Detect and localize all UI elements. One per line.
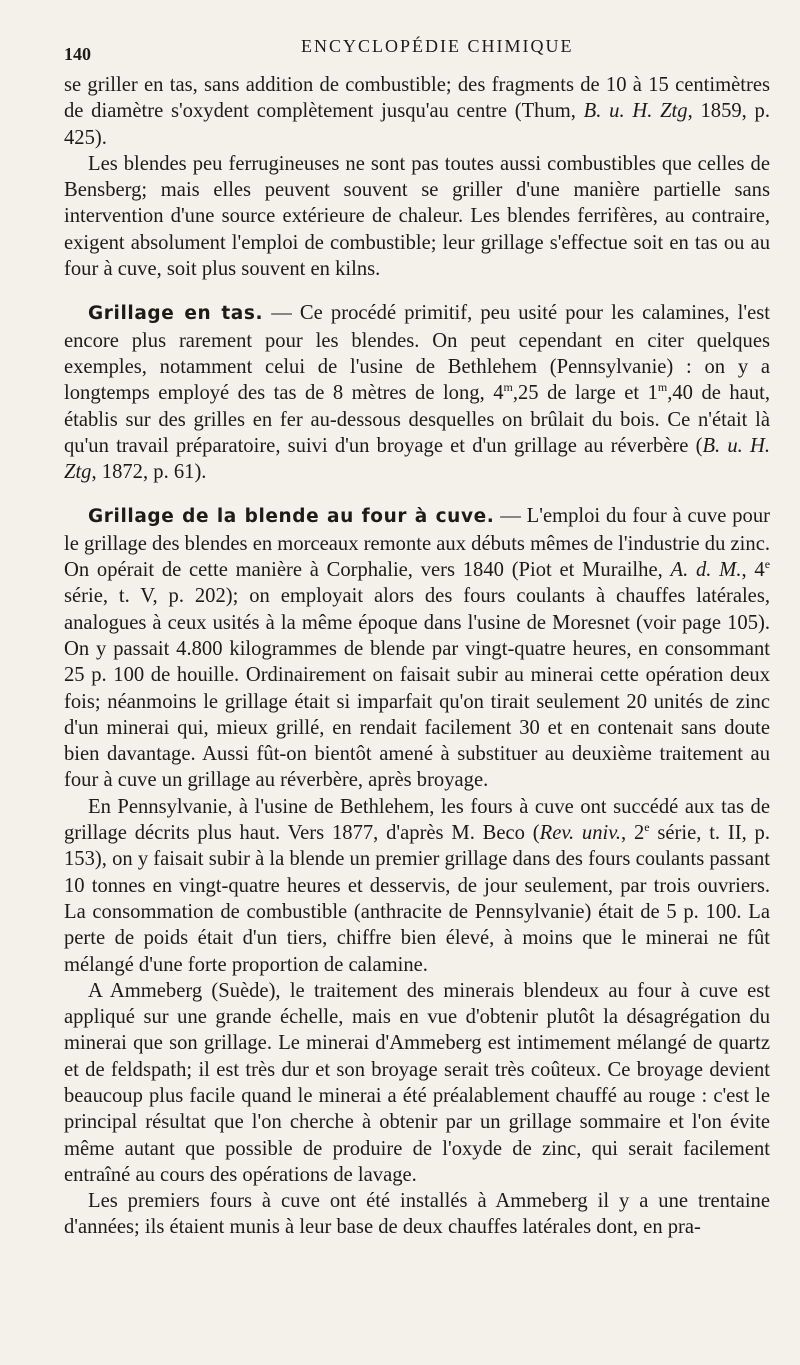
page-number: 140: [64, 44, 91, 64]
paragraph-premiers-fours: [64, 1188, 770, 1241]
paragraph-pennsylvanie: [64, 794, 770, 978]
text-run: , 2: [621, 822, 645, 845]
section-grillage-en-tas: [64, 300, 770, 485]
text-run: — L'emploi du four à cuve pour le grillage des blendes en morceaux remonte aux débuts mêmes de l'industrie du zinc. On opérait de cette manière à Corphalie, vers 1840 (Piot et Murailhe,: [64, 505, 770, 582]
text-run: Les premiers fours à cuve ont été installés à Ammeberg il y a une trentaine d'années; ils étaient munis à leur base de deux chauffes latérales dont, en pra-: [64, 1190, 770, 1239]
running-title: ENCYCLOPÉDIE CHIMIQUE: [301, 36, 574, 56]
text-run: , 4: [741, 559, 765, 582]
citation-italic: Rev. univ.: [539, 822, 621, 845]
text-run: , 1872, p. 61).: [91, 461, 207, 484]
paragraph-1: [64, 72, 770, 151]
text-run: série, t. II, p. 153), on y faisait subir à la blende un premier grillage dans des fours coulants passant 10 tonnes en vingt-quatre heures et desservis, de jour seulement, par trois ouvriers. La consommation de combustible (anthracite de Pennsylvanie) était de 5 p. 100. La perte de poids était d'un tiers, chiffre bien élevé, à moins que le minerai ne fût mélangé d'une forte proportion de calamine.: [64, 822, 770, 976]
citation-italic: B. u. H. Ztg: [583, 100, 688, 123]
text-run: A Ammeberg (Suède), le traitement des minerais blendeux au four à cuve est appliqué sur une grande échelle, mais en vue d'obtenir plutôt la désagrégation du minerai que son grillage. Le minerai d'Ammeberg est intimement mélangé de quartz et de feldspath; il est très dur et son broyage serait très coûteux. Ce broyage devient beaucoup plus facile quand le minerai a été préalablement chauffé au rouge : c'est le principal résultat que l'on cherche à obtenir par un grillage sommaire et l'on évite même autant que possible de produire de l'oxyde de zinc, qui serait facilement entraîné au cours des opérations de lavage.: [64, 979, 770, 1186]
text-run: ,40 de haut, établis sur des grilles en fer au-dessous desquelles on brûlait du bois. Ce n'était là qu'un travail préparatoire, suivi d'un broyage et d'un grillage au réverbère (: [64, 382, 770, 457]
text-run: En Pennsylvanie, à l'usine de Bethlehem, les fours à cuve ont succédé aux tas de grillage décrits plus haut. Vers 1877, d'après M. Beco (: [64, 795, 770, 845]
text-run: ,25 de large et 1: [512, 382, 658, 405]
superscript: m: [657, 380, 668, 395]
superscript: e: [644, 820, 650, 835]
section-title: Grillage de la blende au four à cuve.: [88, 506, 495, 528]
text-run: , 1859, p. 425).: [64, 100, 770, 149]
citation-italic: B. u. H. Ztg: [64, 434, 770, 484]
paragraph-ammeberg: [64, 978, 770, 1188]
text-run: se griller en tas, sans addition de combustible; des fragments de 10 à 15 centimètres de diamètre s'oxydent complètement jusqu'au centre (Thum,: [64, 74, 770, 123]
superscript: m: [503, 380, 513, 395]
text-run: — Ce procédé primitif, peu usité pour les calamines, l'est encore plus rarement pour les blendes. On peut cependant en citer quelques exemples, notamment celui de l'usine de Bethlehem (Pennsylvanie) : on y a longtemps employé des tas de 8 mètres de long, 4: [64, 302, 770, 405]
body-text: [64, 72, 770, 1241]
section-grillage-four-a-cuve: [64, 503, 770, 793]
paragraph-2: [64, 151, 770, 282]
page-header: [64, 36, 764, 66]
text-run: série, t. V, p. 202); on employait alors des fours coulants à chauffes latérales, analogues à ceux usités à la même époque dans l'usine de Moresnet (voir page 105). On y passait 4.800 kilogrammes de blende par vingt-quatre heures, en consommant 25 p. 100 de houille. Ordinairement on faisait subir au minerai cette opération deux fois; néanmoins le grillage était si imparfait qu'on tirait seulement 20 unités de zinc d'un minerai qui, mieux grillé, en rendait facilement 30 et en contenait sans doute bien davantage. Aussi fût-on bientôt amené à substituer au deuxième traitement au four à cuve un grillage au réverbère, après broyage.: [64, 585, 770, 792]
text-run: Les blendes peu ferrugineuses ne sont pas toutes aussi combustibles que celles de Bensberg; mais elles peuvent souvent se griller d'une manière partielle sans intervention d'une source extérieure de chaleur. Les blendes ferrifères, au contraire, exigent absolument l'emploi de combustible; leur grillage s'effectue soit en tas ou au four à cuve, soit plus souvent en kilns.: [64, 152, 770, 281]
citation-italic: A. d. M.: [670, 559, 742, 582]
section-title: Grillage en tas.: [88, 303, 264, 325]
superscript: e: [764, 557, 771, 572]
